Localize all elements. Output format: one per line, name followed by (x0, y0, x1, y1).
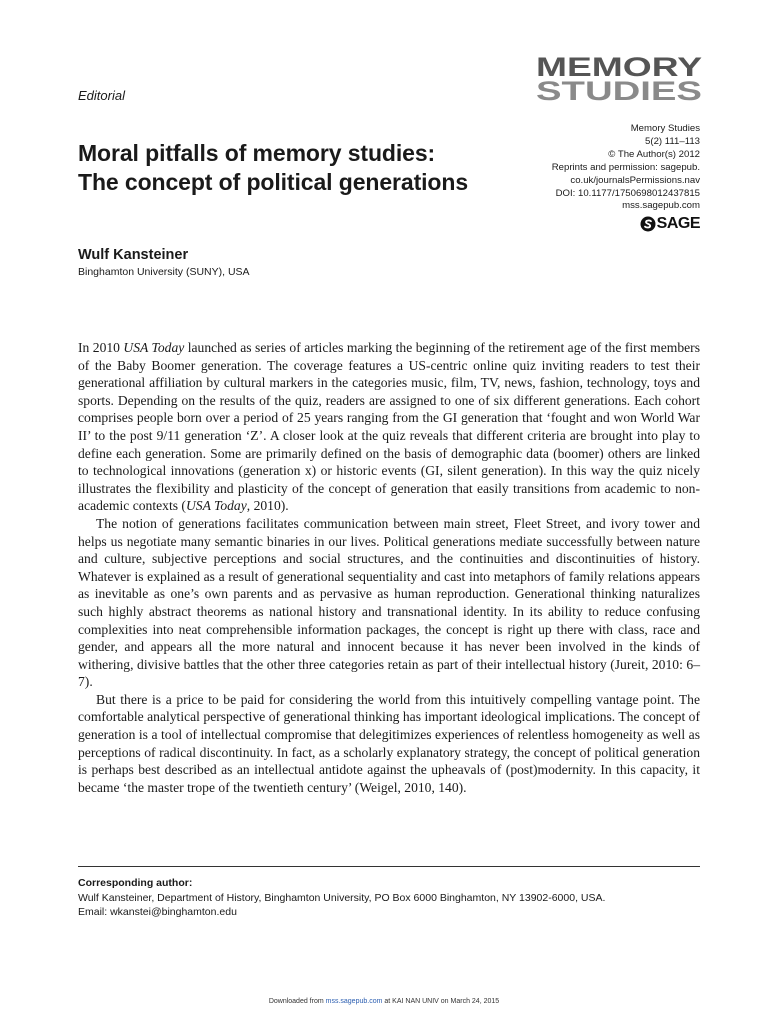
publisher-logo (640, 215, 700, 233)
meta-reprints-1: Reprints and permission: sagepub. (551, 161, 700, 173)
corresponding-author-address: Wulf Kansteiner, Department of History, Binghamton University, PO Box 6000 Binghamton, NY 13902-6000, USA. (78, 891, 606, 904)
meta-journal: Memory Studies (630, 123, 700, 134)
meta-reprints-2[interactable]: co.uk/journalsPermissions.nav (570, 174, 700, 186)
author-name: Wulf Kansteiner (78, 247, 189, 263)
meta-doi[interactable]: DOI: 10.1177/1750698012437815 (555, 187, 700, 199)
logo-text-memory: MEMORY (536, 52, 702, 82)
paragraph-2: The notion of generations facilitates communication between main street, Fleet Street, and ivory tower and helps us negotiate many semantic binaries in our lives. Political generations mediate successfully between nature and culture, subjective perceptions and social structures, and the continuities and discontinuities of history. Whatever is explained as a result of generational sequentiality and cast into metaphors of family relations appears as inevitable as one’s own parents and as pervasive as human reproduction. Generational thinking naturalizes such highly abstract theorems as national history and transnational identity. In its ability to reduce confusing complexities into neat comprehensible information packages, the concept is right up there with class, race and gender, and appears all the more natural and innocent because it has never been involved in the kinds of withering, divisive battles that the other three categories retain as part of their intellectual history (Jureit, 2010: 6–7). (78, 515, 700, 690)
meta-site[interactable]: mss.sagepub.com (622, 200, 700, 212)
author-affiliation: Binghamton University (SUNY), USA (78, 266, 250, 278)
logo-text-studies: STUDIES (536, 76, 702, 104)
title-line-2: The concept of political generations (78, 169, 469, 195)
title-line-1: Moral pitfalls of memory studies: (78, 140, 436, 166)
corresponding-author-heading: Corresponding author: (78, 877, 193, 889)
download-footer: Downloaded from mss.sagepub.com at KAI NAN UNIV on March 24, 2015 (268, 998, 500, 1005)
journal-logo (536, 52, 702, 104)
sage-logo-icon (640, 216, 656, 232)
article-body (78, 339, 700, 796)
meta-copyright: © The Author(s) 2012 (608, 148, 700, 160)
meta-volume: 5(2) 111–113 (645, 135, 700, 147)
footnote-divider (78, 866, 700, 867)
paragraph-3: But there is a price to be paid for considering the world from this intuitively compelling vantage point. The comfortable analytical perspective of generational thinking has important ideological implications. The concept of generation is a tool of intellectual compromise that delegitimizes experiences of relentless homogeneity as well as perceptions of radical discontinuity. In fact, as a scholarly explanatory strategy, the concept of political generation is perhaps best described as an intellectual antidote against the upheavals of (post)modernity. In this capacity, it became ‘the master trope of the twentieth century’ (Weigel, 2010, 140). (78, 691, 700, 795)
section-label: Editorial (78, 88, 125, 103)
footer-link[interactable]: mss.sagepub.com (325, 998, 383, 1005)
journal-metadata (460, 123, 700, 213)
paragraph-1: In 2010 USA Today launched as series of articles marking the beginning of the retirement age of the first members of the Baby Boomer generation. The coverage features a US-centric online quiz inviting readers to test their generational affiliation by cultural markers in the categories music, film, TV, news, fashion, technology, toys and sports. Depending on the results of the quiz, readers are assigned to one of six different generations. Each cohort comprises people born over a period of 25 years ranging from the GI generation that ‘fought and won World War II’ to the post 9/11 generation ‘Z’. A closer look at the quiz reveals that different criteria are brought into play to define each generation. Some are primarily defined on the basis of demographic data (boomer) others are linked to technological innovations (generation x) or historic events (GI, silent generation). In this way the quiz nicely illustrates the flexibility and plasticity of the concept of generation that easily transitions from academic to non-academic contexts (USA Today, 2010). (78, 340, 700, 514)
publisher-name: SAGE (656, 215, 700, 232)
corresponding-author-email[interactable]: Email: wkanstei@binghamton.edu (78, 906, 237, 918)
corresponding-author-block (78, 876, 700, 920)
